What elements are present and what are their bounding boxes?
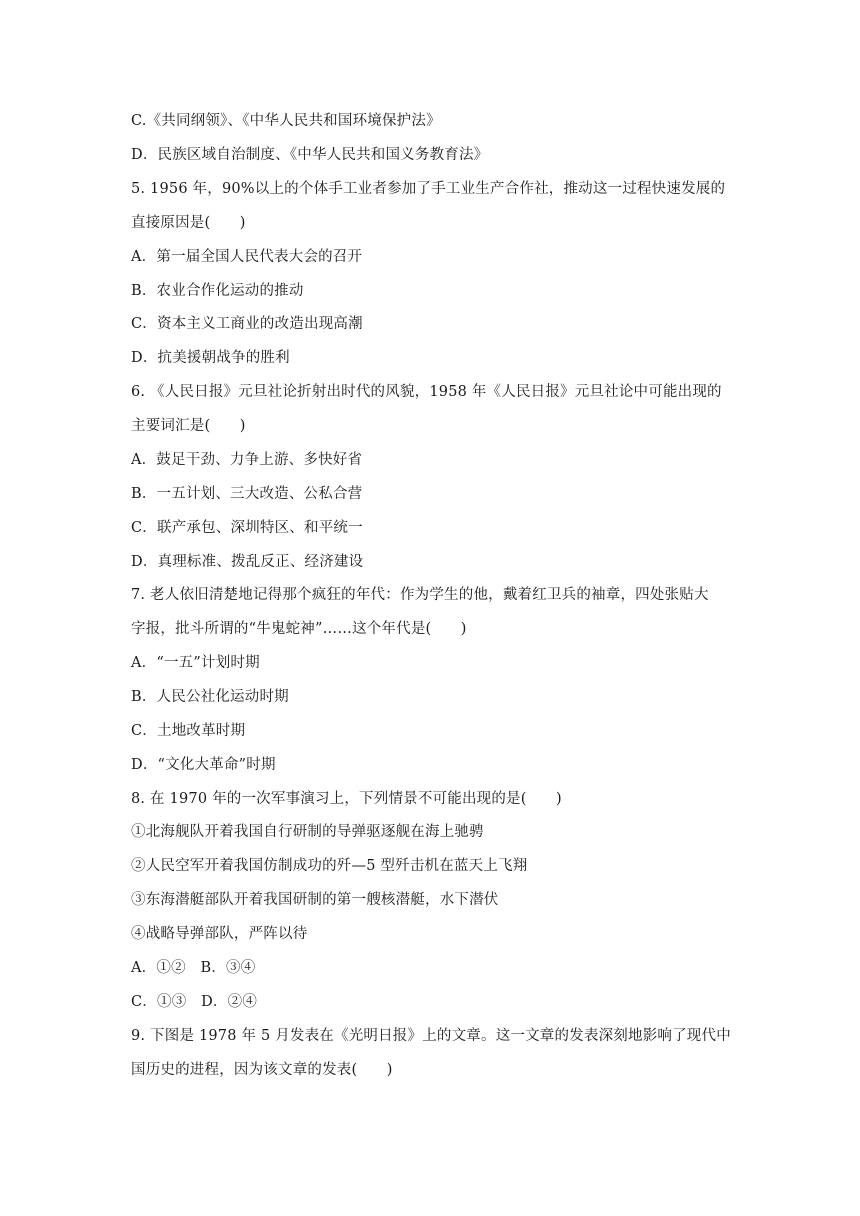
question-7-text-cont: 字报，批斗所谓的“牛鬼蛇神”……这个年代是( ) bbox=[131, 621, 467, 637]
question-5-text: 5. 1956 年，90%以上的个体手工业者参加了手工业生产合作社，推动这一过程快速发展的 bbox=[131, 181, 726, 197]
option-c-q5: C．资本主义工商业的改造出现高潮 bbox=[131, 316, 363, 332]
statement-2-q8: ②人民空军开着我国仿制成功的歼—5 型歼击机在蓝天上飞翔 bbox=[131, 858, 528, 874]
option-d-q7: D．“文化大革命”时期 bbox=[131, 757, 276, 773]
question-9-text-cont: 国历史的进程，因为该文章的发表( ) bbox=[131, 1062, 393, 1078]
option-d-q4: D．民族区域自治制度、《中华人民共和国义务教育法》 bbox=[131, 147, 489, 163]
option-c-q6: C．联产承包、深圳特区、和平统一 bbox=[131, 520, 363, 536]
question-9-text: 9. 下图是 1978 年 5 月发表在《光明日报》上的文章。这一文章的发表深刻地影响了现代中 bbox=[131, 1028, 731, 1044]
option-b-q6: B．一五计划、三大改造、公私合营 bbox=[131, 486, 363, 502]
statement-1-q8: ①北海舰队开着我国自行研制的导弹驱逐舰在海上驰骋 bbox=[131, 824, 484, 840]
option-c-q7: C．土地改革时期 bbox=[131, 723, 246, 739]
statement-4-q8: ④战略导弹部队，严阵以待 bbox=[131, 926, 308, 942]
options-ab-q8: A．①② B．③④ bbox=[131, 960, 256, 976]
option-d-q5: D．抗美援朝战争的胜利 bbox=[131, 350, 290, 366]
option-a-q6: A．鼓足干劲、力争上游、多快好省 bbox=[131, 452, 363, 468]
question-5-text-cont: 直接原因是( ) bbox=[131, 215, 246, 231]
option-d-q6: D．真理标准、拨乱反正、经济建设 bbox=[131, 554, 364, 570]
option-c-q4: C.《共同纲领》、《中华人民共和国环境保护法》 bbox=[131, 113, 441, 129]
option-b-q7: B．人民公社化运动时期 bbox=[131, 689, 289, 705]
question-7-text: 7. 老人依旧清楚地记得那个疯狂的年代：作为学生的他，戴着红卫兵的袖章，四处张贴大 bbox=[131, 587, 709, 603]
question-6-text-cont: 主要词汇是( ) bbox=[131, 418, 246, 434]
option-a-q7: A．“一五”计划时期 bbox=[131, 655, 260, 671]
statement-3-q8: ③东海潜艇部队开着我国研制的第一艘核潜艇，水下潜伏 bbox=[131, 892, 499, 908]
question-6-text: 6. 《人民日报》元旦社论折射出时代的风貌，1958 年《人民日报》元旦社论中可能出现的 bbox=[131, 384, 722, 400]
options-cd-q8: C．①③ D．②④ bbox=[131, 994, 258, 1010]
option-a-q5: A．第一届全国人民代表大会的召开 bbox=[131, 249, 363, 265]
option-b-q5: B．农业合作化运动的推动 bbox=[131, 283, 304, 299]
question-8-text: 8. 在 1970 年的一次军事演习上，下列情景不可能出现的是( ) bbox=[131, 791, 562, 807]
